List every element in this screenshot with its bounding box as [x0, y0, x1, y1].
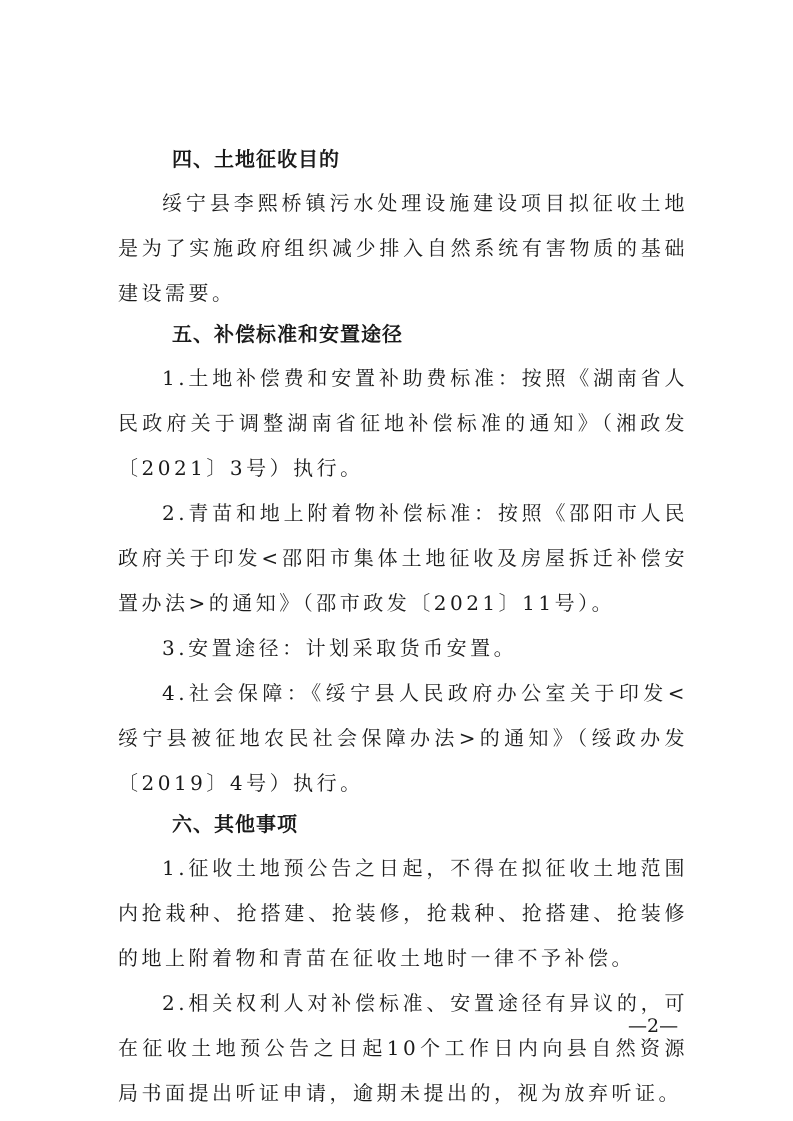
document-body	[118, 147, 688, 1116]
paragraph-resettlement: 3.安置途径：计划采取货币安置。	[162, 636, 518, 660]
page-number: —2—	[628, 1015, 679, 1037]
section-heading-compensation: 五、补偿标准和安置途径	[172, 322, 403, 346]
paragraph-no-compensation: 1.征收土地预公告之日起，不得在拟征收土地范围内抢栽种、抢搭建、抢装修，抢栽种、抢搭建、抢装修的地上附着物和青苗在征收土地时一律不予补偿。	[118, 856, 688, 970]
paragraph-social-security: 4.社会保障：《绥宁县人民政府办公室关于印发<绥宁县被征地农民社会保障办法>的通知》（绥政办发〔2019〕4号）执行。	[118, 681, 688, 795]
section-heading-purpose: 四、土地征收目的	[172, 147, 340, 171]
paragraph-crop-compensation: 2.青苗和地上附着物补偿标准：按照《邵阳市人民政府关于印发<邵阳市集体土地征收及房屋拆迁补偿安置办法>的通知》（邵市政发〔2021〕11号）。	[118, 501, 688, 615]
paragraph-hearing-request: 2.相关权利人对补偿标准、安置途径有异议的，可在征收土地预公告之日起10个工作日内向县自然资源局书面提出听证申请，逾期未提出的，视为放弃听证。	[118, 991, 688, 1105]
paragraph-purpose: 绥宁县李熙桥镇污水处理设施建设项目拟征收土地是为了实施政府组织减少排入自然系统有害物质的基础建设需要。	[118, 191, 688, 305]
paragraph-land-compensation: 1.土地补偿费和安置补助费标准：按照《湖南省人民政府关于调整湖南省征地补偿标准的通知》（湘政发〔2021〕3号）执行。	[118, 366, 688, 480]
section-heading-other-matters: 六、其他事项	[172, 812, 298, 836]
